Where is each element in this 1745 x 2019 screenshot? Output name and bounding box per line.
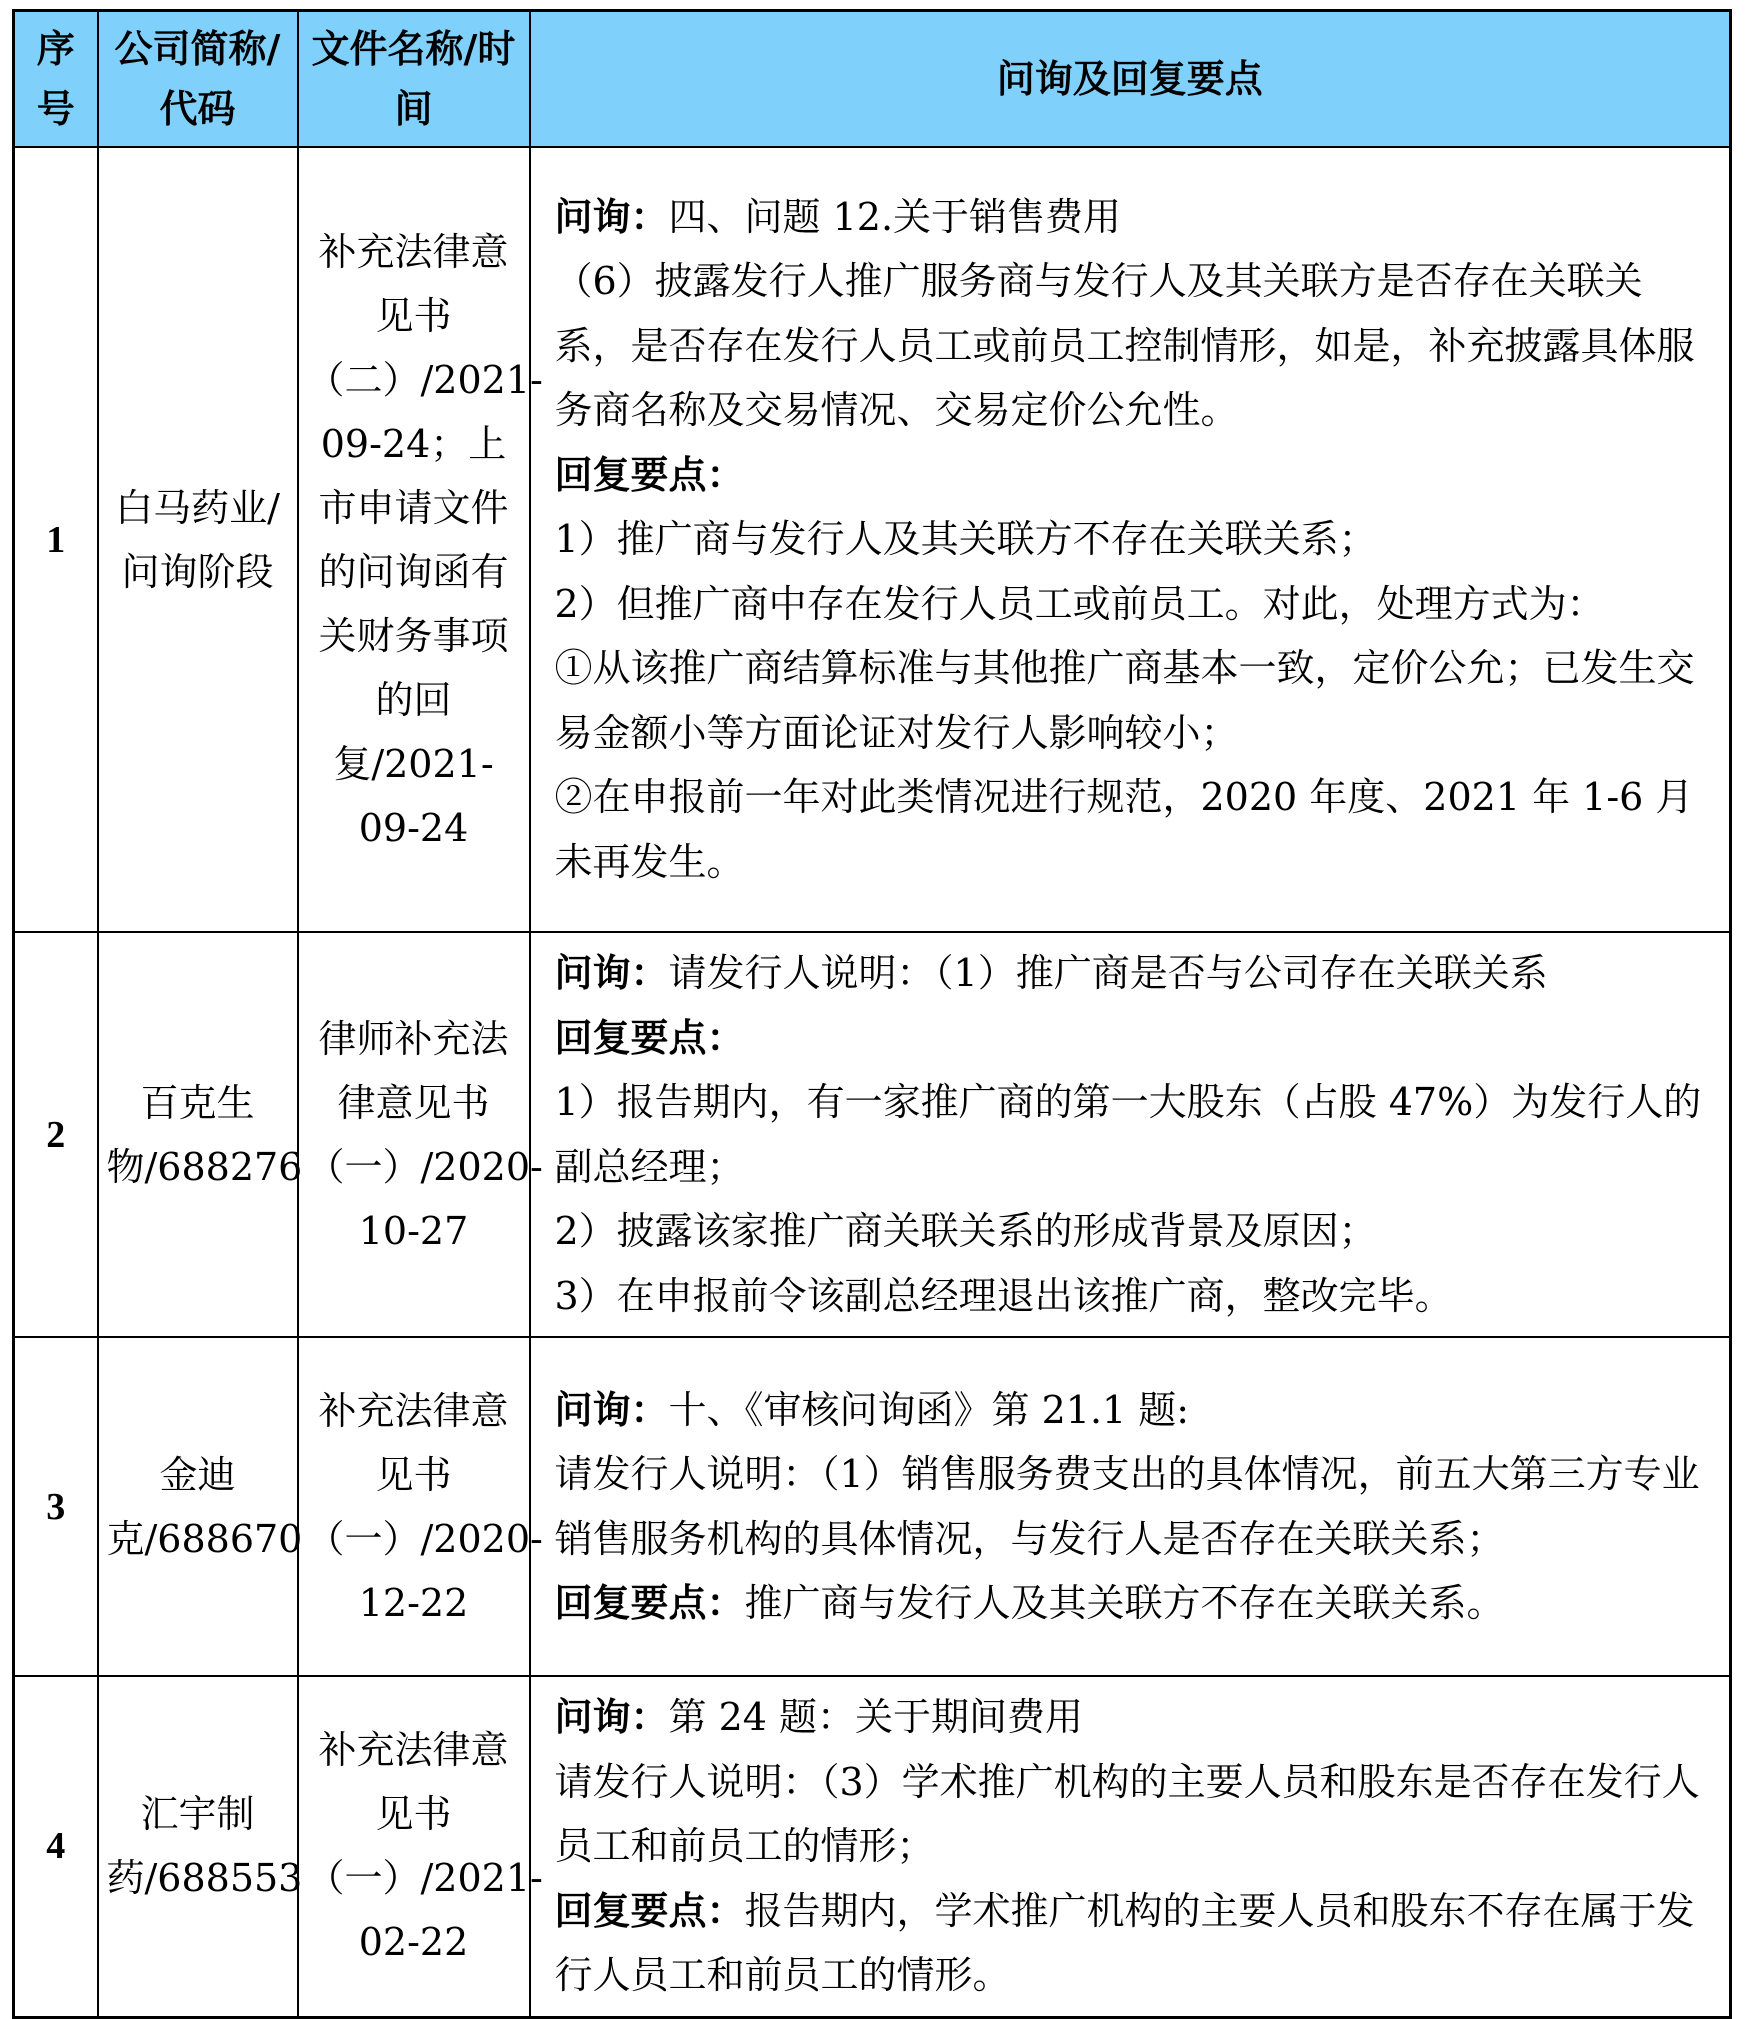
row-company: 百克生物/688276 <box>98 932 298 1337</box>
inquiry-label: 问询： <box>554 951 669 995</box>
reply-label: 回复要点： <box>554 452 745 497</box>
inquiry-line <box>555 185 1716 250</box>
row-file: 律师补充法律意见书（一）/2020-10-27 <box>298 932 530 1337</box>
inquiry-detail: （6）披露发行人推广服务商与发行人及其关联方是否存在关联关系，是否存在发行人员工或前员工控制情形，如是，补充披露具体服务商名称及交易情况、交易定价公允性。 <box>554 259 1695 433</box>
reply-label: 回复要点： <box>554 1888 745 1933</box>
reply-point: 1）报告期内，有一家推广商的第一大股东（占股 47%）为发行人的副总经理； <box>554 1080 1702 1189</box>
inquiry-detail: 请发行人说明：（1）销售服务费支出的具体情况，前五大第三方专业销售服务机构的具体情况，与发行人是否存在关联关系； <box>554 1452 1700 1561</box>
reply-point: 3）在申报前令该副总经理退出该推广商，整改完毕。 <box>554 1273 1453 1318</box>
reply-point: ①从该推广商结算标准与其他推广商基本一致，定价公允；已发生交易金额小等方面论证对发行人影响较小； <box>554 646 1695 755</box>
reply-line <box>555 1879 1716 2008</box>
document-page <box>12 9 1732 2019</box>
row-company: 汇宇制药/688553 <box>98 1676 298 2017</box>
reply-point: 1）推广商与发行人及其关联方不存在关联关系； <box>554 517 1377 562</box>
reply-line <box>555 1571 1716 1636</box>
row-detail <box>530 932 1731 1337</box>
reply-line <box>555 1006 1716 1071</box>
header-file: 文件名称/时间 <box>298 11 530 148</box>
inquiry-line <box>555 1378 1716 1443</box>
table-row <box>14 1676 1731 2017</box>
reply-label: 回复要点： <box>554 1015 745 1060</box>
reply-point: 2）但推广商中存在发行人员工或前员工。对此，处理方式为： <box>554 581 1605 626</box>
row-no: 1 <box>14 147 98 932</box>
reply-line <box>555 443 1716 508</box>
row-detail <box>530 147 1731 932</box>
row-file: 补充法律意见书（一）/2021-02-22 <box>298 1676 530 2017</box>
reply-text: 报告期内，学术推广机构的主要人员和股东不存在属于发行人员工和前员工的情形。 <box>554 1888 1695 1997</box>
row-company: 金迪克/688670 <box>98 1337 298 1676</box>
reply-text: 推广商与发行人及其关联方不存在关联关系。 <box>744 1581 1505 1625</box>
reply-point: 2）披露该家推广商关联关系的形成背景及原因； <box>554 1209 1377 1253</box>
reply-label: 回复要点： <box>554 1581 745 1625</box>
table-row <box>14 147 1731 932</box>
row-company: 白马药业/问询阶段 <box>98 147 298 932</box>
inquiry-line <box>555 941 1716 1006</box>
header-no: 序号 <box>14 11 98 148</box>
inquiry-text: 十、《审核问询函》第 21.1 题: <box>668 1387 1190 1432</box>
row-file: 补充法律意见书（一）/2020-12-22 <box>298 1337 530 1676</box>
inquiry-text: 四、问题 12.关于销售费用 <box>668 194 1122 239</box>
row-file: 补充法律意见书（二）/2021-09-24；上市申请文件的问询函有关财务事项的回复/2021-09-24 <box>298 147 530 932</box>
header-detail: 问询及回复要点 <box>530 11 1731 148</box>
table-row <box>14 1337 1731 1676</box>
inquiry-text: 请发行人说明：（1）推广商是否与公司存在关联关系 <box>668 951 1548 995</box>
inquiry-line <box>555 1685 1716 1750</box>
row-detail <box>530 1676 1731 2017</box>
row-no: 3 <box>14 1337 98 1676</box>
row-no: 2 <box>14 932 98 1337</box>
inquiry-detail: 请发行人说明：（3）学术推广机构的主要人员和股东是否存在发行人员工和前员工的情形； <box>554 1759 1700 1868</box>
reply-point: ②在申报前一年对此类情况进行规范，2020 年度、2021 年 1-6 月未再发生。 <box>554 775 1694 884</box>
header-company: 公司简称/代码 <box>98 11 298 148</box>
row-no: 4 <box>14 1676 98 2017</box>
inquiry-label: 问询： <box>554 194 669 239</box>
inquiry-table <box>12 9 1732 2019</box>
row-detail <box>530 1337 1731 1676</box>
table-row <box>14 932 1731 1337</box>
inquiry-text: 第 24 题：关于期间费用 <box>668 1695 1084 1739</box>
inquiry-label: 问询： <box>554 1387 669 1432</box>
table-header-row <box>14 11 1731 148</box>
inquiry-label: 问询： <box>554 1695 669 1739</box>
